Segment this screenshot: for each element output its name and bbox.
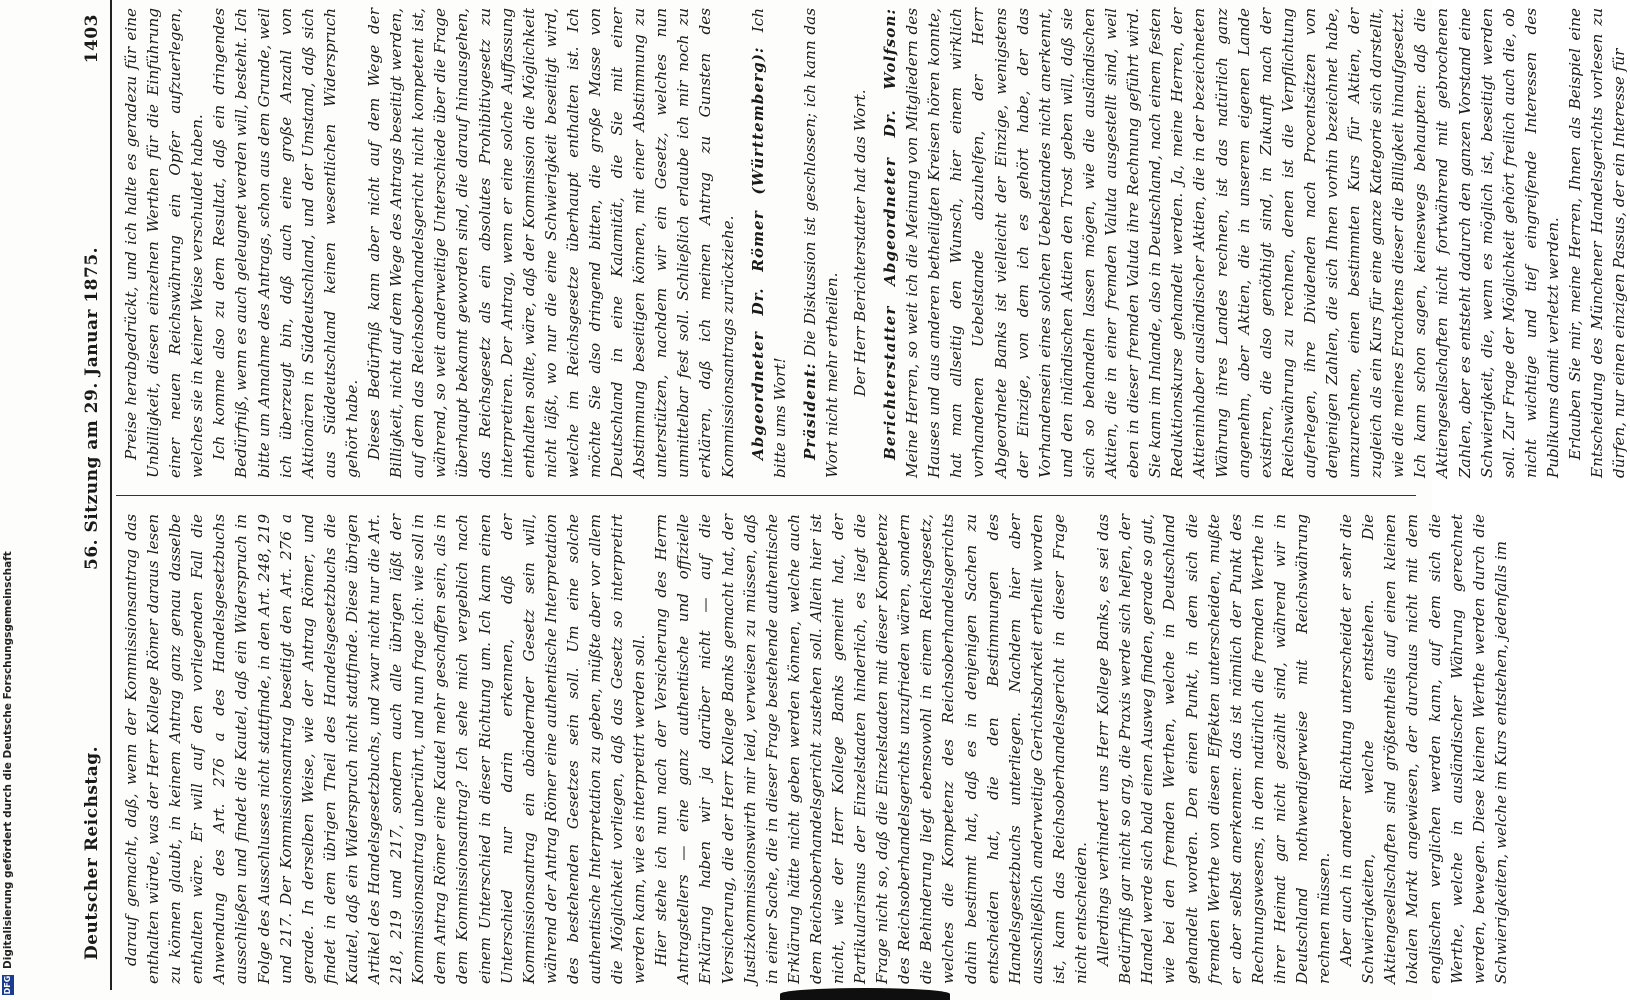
paragraph: darauf gemacht, daß, wenn der Kommissionsantrag das enthalten würde, was der Herr Kollege Römer daraus lesen zu können glaubt, in keinem Antrag ganz genau dasselbe enthalten wäre. Er will auf den vorliegenden Fall die Anwendung des Art. 276 a des Handelsgesetzbuchs ausschließen und findet die Kautel, daß ein Widerspruch in Folge des Ausschlusses nicht stattfinde, in den Art. 248, 219 und 217. Der Kommissionsantrag beseitigt den Art. 276 a gerade. In derselben Weise, wie der Antrag Römer, und findet in dem übrigen Theil des Handelsgesetzbuchs die Kautel, daß ein Widerspruch nicht stattfinde. Diese übrigen Artikel des Handelsgesetzbuchs, und zwar nicht nur die Art. 218, 219 und 217, sondern auch alle übrigen läßt der Kommissionsantrag unberührt, und nun frage ich: wie soll in dem Antrag Römer eine Kautel mehr geschaffen sein, als in dem Kommissionsantrag? Ich sehe mich vergeblich nach einem Unterschied in dieser Richtung um. Ich kann einen Unterschied nur darin erkennen, daß der Kommissionsantrag ein abändernder Gesetz sein will, während der Antrag Römer eine authentische Interpretation des bestehenden Gesetzes sein soll. Um eine solche authentische Interpretation zu geben, müßte aber vor allem die Möglichkeit vorliegen, daß das Gesetz so interpretirt werden kann, wie es interpretirt werden soll.: [122, 514, 649, 984]
digitization-credit: [2, 551, 14, 995]
speech: [799, 8, 843, 478]
speech-text: Meine Herren, so weit ich die Meinung von Mitgliedern des Hauses und aus anderen betheiligten Kreisen hören konnte, hat man allseitig den Wunsch, hier einem wirklich vorhandenen Uebelstande abzuhelfen, der Herr Abgeordnete Banks ist vielleicht der Einzige, wenigstens der Einzige, von dem ich es gehört habe, der das Vorhandensein eines solchen Uebelstandes nicht anerkennt, und den inländischen Aktien den Trost geben will, daß sie sich so behandeln lassen mögen, wie die ausländischen Aktien, die in einer fremden Valuta ausgestellt sind, weil eben in dieser fremden Valuta ihre Rechnung geführt wird. Sie kann im Inlande, also in Deutschland, nach einem festen Reduktionskurse gehandelt werden. Ja, meine Herren, der Aktieninhaber ausländischer Aktien, die in der bezeichneten Währung ihres Landes rechnen, ist das natürlich ganz angenehm, aber Aktien, die in unserem eigenen Lande existiren, die also genöthigt sind, in Zukunft nach der Reichswährung zu rechnen, denen ist die Verpflichtung auferlegen, ihre Dividenden nach Procentsätzen von denjenigen Zahlen, die sich Ihnen vorhin bezeichnet habe, umzurechnen, einen bestimmten Kurs für Aktien, der zugleich als ein Kurs für eine ganze Kategorie sich darstellt, wie die meines Erachtens dieser die Billigkeit hinaufgesetzt. Ich kann schon sagen, keineswegs behaupten: daß die Aktiengesellschaften nicht fortwährend mit gebrochenen Zahlen, aber es entsteht dadurch den ganzen Vorstand eine Schwierigkeit, die, wenn es möglich ist, beseitigt werden soll. Zur Frage der Möglichkeit gehört freilich auch die, ob nicht wichtige und tief eingreifende Interessen des Publikums damit verletzt werden.: [903, 8, 1562, 478]
speaker-name: Präsident:: [800, 362, 819, 460]
dfg-logo-icon: DFG: [3, 975, 12, 995]
rotated-page-content: [80, 0, 1629, 990]
right-column: [120, 7, 1629, 478]
page-number: 1403: [82, 14, 102, 64]
paragraph: Ich komme also zu dem Resultat, daß ein dringendes Bedürfniß, wenn es auch geleugnet werden will, besteht. Ich bitte um Annahme des Antrags, schon aus dem Grunde, weil ich überzeugt bin, daß auch eine große Anzahl von Aktionären in Süddeutschland, und der Umstand, daß sich aus Süddeutschland keinen wesentlichen Widerspruch gehört habe.: [210, 8, 361, 478]
header-session: 56. Sitzung am 29. Januar 1875.: [82, 246, 102, 570]
paragraph: Dieses Bedürfniß kann aber nicht auf dem Wege der Billigkeit, nicht auf dem Wege des Antrags beseitigt werden, auf dem das Reichsoberhandelsgericht nicht kompetent ist, während, so weit anderweitige Unterschiede über die Frage überhaupt bekannt geworden sind, die darauf hinausgehen, das Reichsgesetz als ein absolutes Prohibitivgesetz zu interpretiren. Der Antrag, wenn er eine solche Auffassung enthalten sollte, wäre, daß der Kommission die Möglichkeit nicht läßt, wo nur die eine Schwierigkeit beseitigt wird, welche im Reichsgesetze überhaupt enthalten ist. Ich möchte Sie also dringend bitten, die große Masse von Deutschland in eine Kalamität, die Sie mit einer Abstimmung beseitigen können, mit einer Abstimmung zu unterstützen, nachdem wir ein Gesetz, welches nun unmittelbar fest soll. Schließlich erlaube ich mir noch zu erklären, daß ich meinen Antrag zu Gunsten des Kommissionsantrags zurückziehe.: [365, 8, 737, 478]
page-header: [80, 0, 106, 990]
column-divider: [116, 495, 1416, 496]
speech-text: Ich bitte ums Wort!: [748, 8, 789, 478]
paragraph: Hier stehe ich nun nach der Versicherung des Herrn Antragstellers — eine ganz authentische und offizielle Erklärung haben wir ja darüber nicht — auf die Versicherung, die der Herr Kollege Banks gemacht hat, der Justizkommissionswirth mir leid, verweisen zu müssen, daß in einer Sache, die in dieser Frage bestehende authentische Erklärung hätte nicht geben werden können, welche auch dem Reichsoberhandelsgericht zustehen soll. Allein hier ist nicht, wie der Herr Kollege Banks gemeint hat, der Partikularismus der Einzelstaaten hinderlich, es liegt die Frage nicht so, daß die Einzelstaaten mit dieser Kompetenz des Reichsoberhandelsgerichts unzufrieden wären, sondern die Behinderung liegt ebensowohl in einem Reichsgesetz, welches die Kompetenz des Reichsoberhandelsgerichts dahin bestimmt hat, daß es in denjenigen Sachen zu entscheiden hat, die den Bestimmungen des Handelsgesetzbuchs unterliegen. Nachdem hier aber ausschließlich anderweitige Gerichtsbarkeit ertheilt worden ist, kann das Reichsoberhandelsgericht in dieser Frage nicht entscheiden.: [652, 514, 1091, 984]
header-rule: [110, 0, 112, 990]
speech: [849, 8, 871, 478]
scan-edge-mark: [780, 988, 950, 1000]
header-publication: Deutscher Reichstag.: [82, 745, 102, 960]
paragraph: Preise herabgedrückt, und ich halte es geradezu für eine Unbilligkeit, diesen einzelnen Werthen für die Einführung einer neuen Reichswährung ein Opfer aufzuerlegen, welches sie in keiner Weise verschuldet haben.: [122, 8, 207, 478]
paragraph: Aber auch in anderer Richtung unterscheidet er sehr die Schwierigkeiten, welche entstehen. Die Aktiengesellschaften sind größtentheils auf einen kleinen lokalen Markt angewiesen, der durchaus nicht mit dem englischen verglichen werden kann, auf dem sich die Werthe, welche in ausländischer Währung gerechnet werden, bewegen. Diese kleinen Werthe werden durch die Schwierigkeiten, welche im Kurs entstehen, jedenfalls im: [1337, 514, 1510, 984]
credit-text: Digitalisierung gefördert durch die Deutsche Forschungsgemeinschaft: [2, 551, 14, 969]
paragraph: Allerdings verhindert uns Herr Kollege Banks, es sei das Bedürfniß gar nicht so arg, die Praxis werde sich helfen, der Handel werde sich bald einen Ausweg finden, gerade so gut, wie bei den fremden Werthen, welche in Deutschland gehandelt worden. Den einen Punkt, in dem sich die fremden Werthe von diesen Effekten unterscheiden, mußte er aber selbst anerkennen: das ist nämlich der Punkt des Rechnungswesens, in dem natürlich die fremden Werthe in ihrer Heimat gar nicht gezählt sind, während wir in Deutschland nothwendigerweise mit Reichswährung rechnen müssen.: [1094, 514, 1334, 984]
speaker-name: Abgeordneter Dr. Römer (Württemberg):: [748, 46, 767, 460]
speech: [879, 8, 1564, 478]
left-column: [120, 514, 1510, 984]
paragraph: Erlauben Sie mir, meine Herren, Ihnen als Beispiel eine Entscheidung des Münchener Handelsgerichts vorlesen zu dürfen, nur einen einzigen Passus, der ein Interesse für: [1566, 8, 1629, 478]
speaker-name: Berichterstatter Abgeordneter Dr. Wolfson:: [881, 8, 900, 460]
speech-text: Der Herr Berichterstatter hat das Wort.: [851, 89, 869, 397]
speech-text: Die Diskussion ist geschlossen; ich kann das Wort nicht mehr ertheilen.: [800, 7, 841, 478]
speech: [747, 8, 791, 478]
